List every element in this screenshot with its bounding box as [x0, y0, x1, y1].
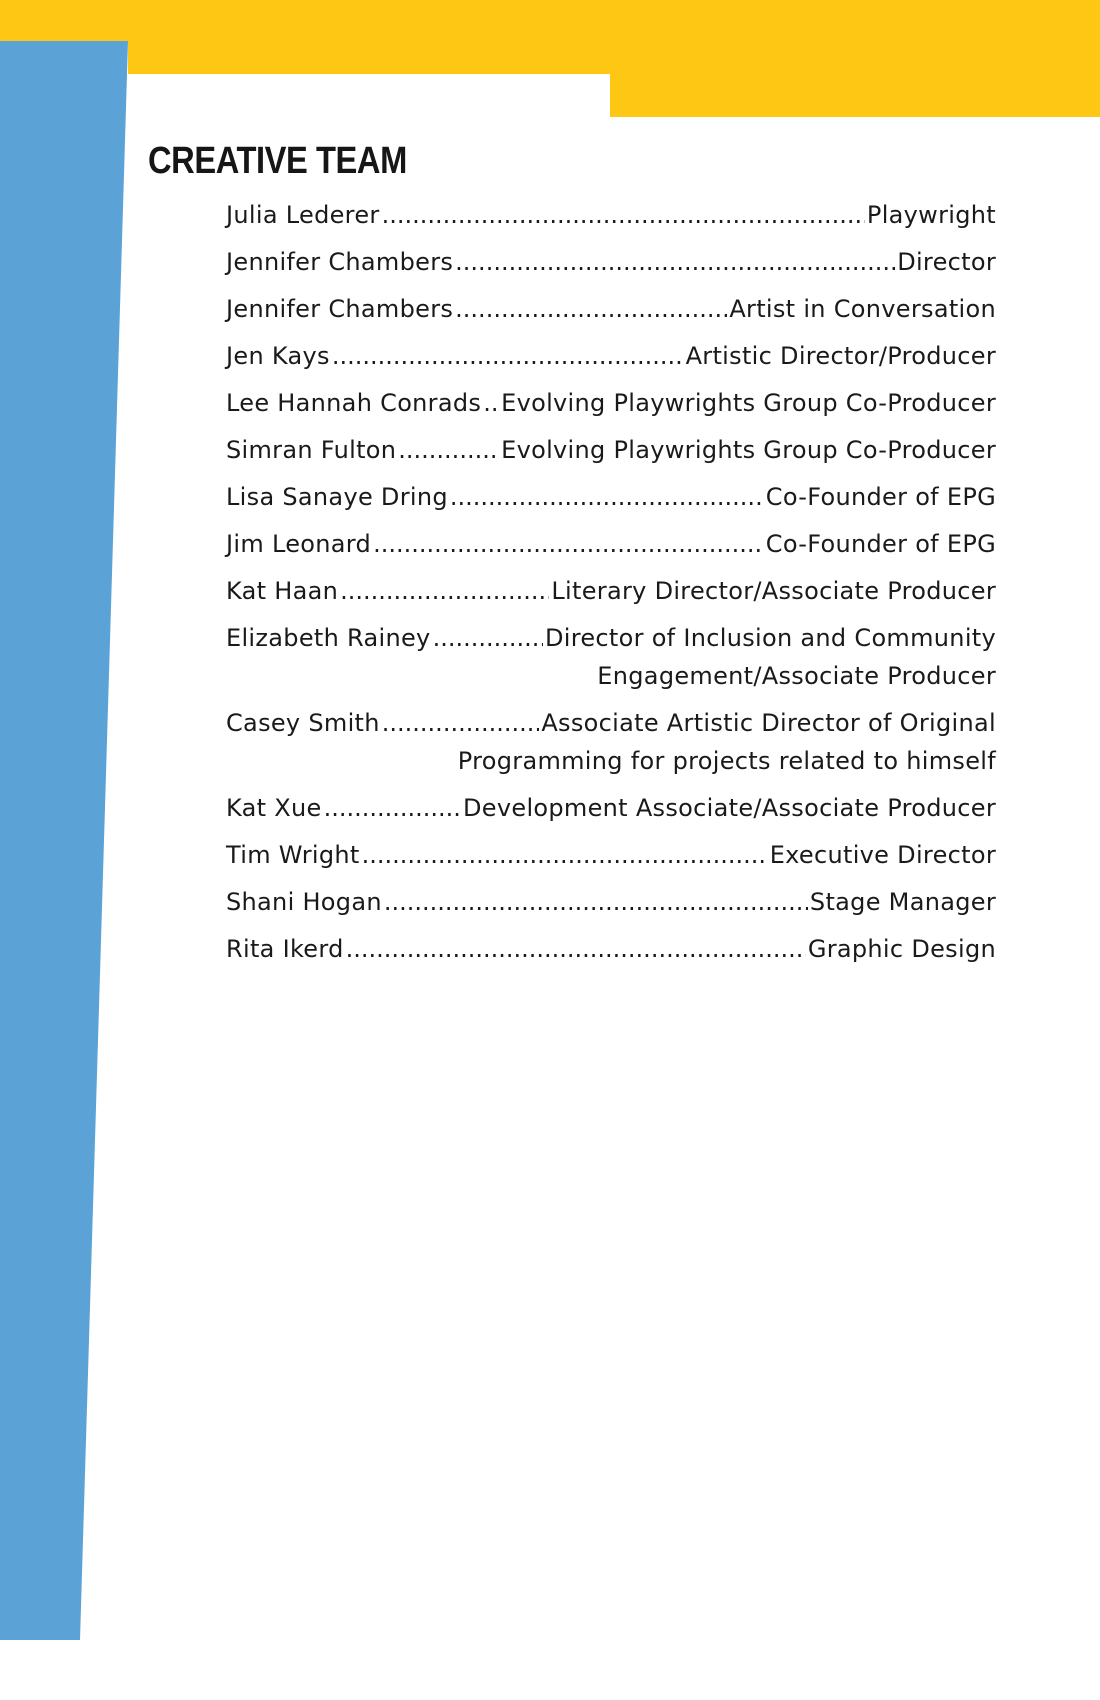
dot-leader: [340, 572, 549, 610]
credit-role-continued: Programming for projects related to himself: [457, 747, 996, 775]
credit-entry: [226, 930, 996, 968]
credit-role: Playwright: [866, 201, 996, 229]
credit-entry: [226, 704, 996, 780]
dot-leader: [455, 290, 727, 328]
credit-name: Casey Smith: [226, 709, 380, 737]
credit-name: Julia Lederer: [226, 201, 380, 229]
credits-list: [226, 196, 996, 977]
credit-role: Associate Artistic Director of Original: [541, 709, 996, 737]
credit-entry: [226, 572, 996, 610]
credit-name: Jennifer Chambers: [226, 248, 454, 276]
credit-entry: [226, 789, 996, 827]
dot-leader: [450, 478, 764, 516]
dot-leader: [398, 431, 499, 469]
dot-leader: [433, 619, 543, 657]
dot-leader: [455, 243, 895, 281]
dot-leader: [384, 883, 808, 921]
credit-role: Executive Director: [769, 841, 996, 869]
credit-role: Co-Founder of EPG: [765, 530, 996, 558]
credit-entry: [226, 196, 996, 234]
dot-leader: [373, 525, 764, 563]
credit-entry: [226, 337, 996, 375]
credit-role: Development Associate/Associate Producer: [463, 794, 996, 822]
credit-entry: [226, 883, 996, 921]
credit-name: Simran Fulton: [226, 436, 397, 464]
credit-entry: [226, 290, 996, 328]
credit-name: Kat Haan: [226, 577, 339, 605]
credit-role-continued: Engagement/Associate Producer: [597, 662, 996, 690]
page-title: CREATIVE TEAM: [148, 140, 407, 182]
dot-leader: [483, 384, 499, 422]
dot-leader: [382, 704, 540, 742]
dot-leader: [382, 196, 865, 234]
credit-entry: [226, 478, 996, 516]
yellow-banner: [0, 0, 1100, 117]
credit-name: Lisa Sanaye Dring: [226, 483, 448, 511]
credit-name: Rita Ikerd: [226, 935, 344, 963]
credit-name: Elizabeth Rainey: [226, 624, 431, 652]
credit-role: Literary Director/Associate Producer: [551, 577, 996, 605]
credit-name: Jen Kays: [226, 342, 330, 370]
credit-role: Director of Inclusion and Community: [544, 624, 996, 652]
dot-leader: [346, 930, 806, 968]
dot-leader: [362, 836, 768, 874]
blue-sidebar: [0, 41, 128, 1640]
credit-role: Artistic Director/Producer: [685, 342, 996, 370]
dot-leader: [324, 789, 461, 827]
credit-entry: [226, 525, 996, 563]
credit-role: Evolving Playwrights Group Co-Producer: [501, 389, 996, 417]
credit-role: Evolving Playwrights Group Co-Producer: [501, 436, 996, 464]
credit-name: Tim Wright: [226, 841, 360, 869]
credit-name: Jennifer Chambers: [226, 295, 454, 323]
credit-name: Lee Hannah Conrads: [226, 389, 482, 417]
credit-entry: [226, 431, 996, 469]
credit-entry: [226, 384, 996, 422]
credit-role: Graphic Design: [807, 935, 996, 963]
credit-role: Director: [897, 248, 996, 276]
credit-entry: [226, 243, 996, 281]
credit-role: Stage Manager: [809, 888, 996, 916]
credit-role: Co-Founder of EPG: [765, 483, 996, 511]
dot-leader: [332, 337, 684, 375]
credit-entry: [226, 619, 996, 695]
credit-name: Jim Leonard: [226, 530, 372, 558]
credit-name: Shani Hogan: [226, 888, 382, 916]
credit-name: Kat Xue: [226, 794, 322, 822]
credit-role: Artist in Conversation: [729, 295, 996, 323]
credit-entry: [226, 836, 996, 874]
